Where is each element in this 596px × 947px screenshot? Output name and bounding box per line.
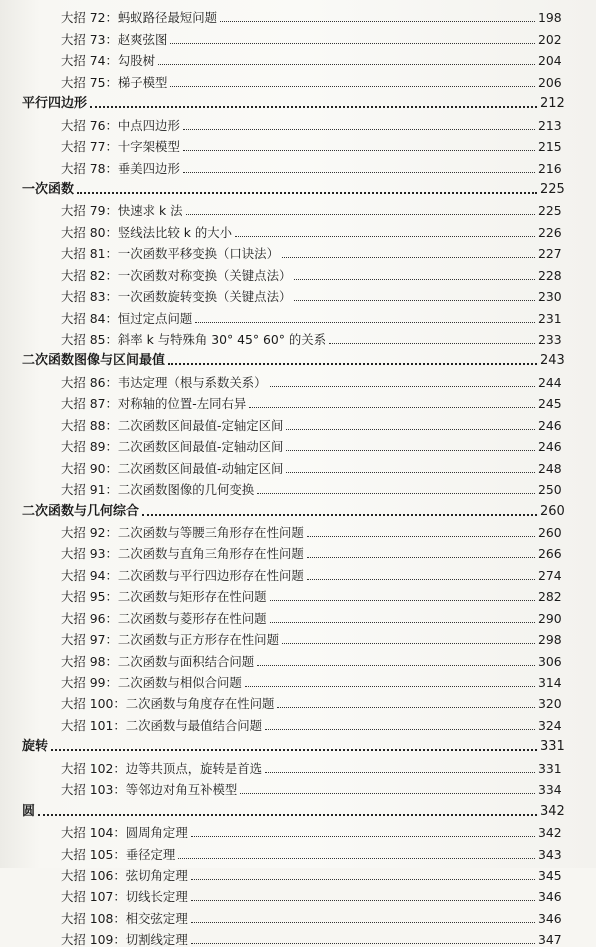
toc-entry-row: [0, 776, 596, 797]
toc-entry-row: [0, 690, 596, 711]
leader-dots: [170, 85, 535, 87]
toc-page-number: 347: [538, 932, 562, 947]
leader-dots: [195, 321, 535, 323]
toc-section-row: [0, 733, 596, 754]
toc-entry-row: [0, 583, 596, 604]
leader-dots: [265, 728, 535, 730]
toc-entry-row: [0, 904, 596, 925]
toc-entry-title: 大招 95：二次函数与矩形存在性问题: [61, 589, 267, 605]
toc-page-number: 274: [538, 567, 562, 583]
leader-dots: [186, 213, 536, 215]
toc-page-number: 244: [538, 374, 562, 390]
toc-entry-row: [0, 862, 596, 883]
toc-entry-row: [0, 133, 596, 154]
toc-entry-row: [0, 47, 596, 68]
leader-dots: [191, 942, 535, 944]
toc-section-row: [0, 347, 596, 368]
toc-entry-title: 大招 92：二次函数与等腰三角形存在性问题: [61, 524, 304, 540]
table-of-contents: [0, 4, 596, 947]
leader-dots: [282, 256, 535, 258]
toc-entry-title: 大招 99：二次函数与相似合问题: [61, 675, 242, 690]
toc-entry-row: [0, 926, 596, 947]
toc-entry-title: 大招 88：二次函数区间最值-定轴定区间: [61, 417, 284, 433]
toc-entry-title: 大招 89：二次函数区间最值-定轴动区间: [61, 439, 284, 455]
leader-dots: [191, 835, 535, 837]
toc-entry-row: [0, 304, 596, 325]
toc-page-number: 215: [538, 139, 562, 155]
leader-dots: [77, 191, 537, 194]
toc-page-number: 331: [540, 739, 565, 755]
toc-entry-title: 大招 102：边等共顶点，旋转是首选: [61, 760, 263, 776]
toc-section-title: 平行四边形: [22, 96, 88, 112]
toc-entry-row: [0, 883, 596, 904]
leader-dots: [329, 342, 535, 344]
toc-page-number: 266: [538, 546, 562, 562]
leader-dots: [294, 299, 535, 301]
toc-entry-row: [0, 68, 596, 89]
toc-entry-row: [0, 261, 596, 282]
toc-entry-title: 大招 77：十字架模型: [61, 139, 180, 155]
toc-section-title: 二次函数图像与区间最值: [22, 353, 166, 369]
toc-page-number: 246: [538, 439, 562, 455]
toc-entry-row: [0, 604, 596, 625]
toc-entry-title: 大招 105：垂径定理: [61, 846, 176, 862]
toc-section-title: 二次函数与几何综合: [22, 503, 140, 519]
leader-dots: [307, 535, 535, 537]
toc-page-number: 212: [540, 96, 565, 112]
toc-entry-row: [0, 433, 596, 454]
toc-page-number: 248: [538, 460, 562, 476]
toc-entry-title: 大招 108：相交弦定理: [61, 910, 188, 926]
toc-entry-title: 大招 103：等邻边对角互补模型: [61, 782, 238, 798]
toc-page-number: 227: [538, 246, 562, 262]
toc-entry-row: [0, 368, 596, 389]
leader-dots: [265, 771, 535, 773]
toc-section-row: [0, 497, 596, 518]
toc-entry-title: 大招 100：二次函数与角度存在性问题: [61, 696, 275, 712]
toc-entry-title: 大招 84：恒过定点问题: [61, 310, 193, 326]
toc-page-number: 206: [538, 74, 562, 90]
toc-entry-row: [0, 390, 596, 411]
toc-entry-row: [0, 197, 596, 218]
toc-page-number: 334: [538, 782, 562, 798]
leader-dots: [257, 664, 535, 666]
toc-page-number: 225: [538, 203, 562, 219]
leader-dots: [183, 128, 535, 130]
leader-dots: [90, 105, 537, 108]
toc-entry-title: 大招 85：斜率 k 与特殊角 30° 45° 60° 的关系: [61, 332, 327, 347]
toc-entry-title: 大招 101：二次函数与最值结合问题: [61, 717, 263, 733]
leader-dots: [38, 813, 537, 816]
leader-dots: [168, 362, 537, 365]
leader-dots: [294, 278, 535, 280]
toc-entry-row: [0, 411, 596, 432]
toc-entry-row: [0, 647, 596, 668]
toc-entry-title: 大招 72：蚂蚁路径最短问题: [61, 10, 218, 26]
toc-page-number: 245: [538, 396, 562, 412]
toc-section-row: [0, 797, 596, 818]
toc-page-number: 231: [538, 310, 562, 326]
leader-dots: [307, 556, 535, 558]
toc-page-number: 198: [538, 10, 562, 26]
leader-dots: [286, 428, 535, 430]
leader-dots: [286, 471, 535, 473]
toc-entry-title: 大招 98：二次函数与面积结合问题: [61, 653, 255, 669]
toc-page-number: 233: [538, 332, 562, 347]
toc-entry-title: 大招 93：二次函数与直角三角形存在性问题: [61, 546, 304, 562]
toc-entry-title: 大招 80：竖线法比较 k 的大小: [61, 224, 233, 240]
toc-section-row: [0, 176, 596, 197]
toc-page-number: 324: [538, 717, 562, 733]
leader-dots: [51, 748, 537, 751]
toc-page-number: 314: [538, 675, 562, 690]
toc-entry-title: 大招 109：切割线定理: [61, 932, 188, 947]
toc-entry-title: 大招 97：二次函数与正方形存在性问题: [61, 632, 279, 648]
toc-entry-title: 大招 78：垂美四边形: [61, 160, 180, 176]
leader-dots: [235, 235, 535, 237]
toc-page-number: 306: [538, 653, 562, 669]
leader-dots: [249, 406, 535, 408]
toc-entry-row: [0, 819, 596, 840]
toc-page-number: 346: [538, 889, 562, 905]
toc-page-number: 331: [538, 760, 562, 776]
toc-entry-row: [0, 218, 596, 239]
toc-entry-title: 大招 90：二次函数区间最值-动轴定区间: [61, 460, 284, 476]
leader-dots: [257, 492, 535, 494]
toc-page-number: 290: [538, 610, 562, 626]
toc-entry-row: [0, 519, 596, 540]
toc-entry-title: 大招 75：梯子模型: [61, 74, 168, 90]
toc-entry-title: 大招 94：二次函数与平行四边形存在性问题: [61, 567, 304, 583]
toc-entry-row: [0, 283, 596, 304]
toc-page-number: 213: [538, 117, 562, 133]
toc-page-number: 320: [538, 696, 562, 712]
toc-page-number: 204: [538, 53, 562, 69]
leader-dots: [282, 642, 535, 644]
toc-page-number: 246: [538, 417, 562, 433]
toc-entry-title: 大招 87：对称轴的位置-左同右异: [61, 396, 247, 412]
toc-entry-row: [0, 111, 596, 132]
toc-page-number: 346: [538, 910, 562, 926]
toc-entry-row: [0, 326, 596, 347]
toc-page-number: 228: [538, 267, 562, 283]
toc-entry-title: 大招 106：弦切角定理: [61, 867, 188, 883]
toc-page-number: 250: [538, 482, 562, 498]
toc-entry-title: 大招 79：快速求 k 法: [61, 203, 183, 219]
toc-entry-row: [0, 454, 596, 475]
toc-entry-row: [0, 626, 596, 647]
toc-page-number: 260: [540, 503, 565, 519]
toc-entry-title: 大招 86：韦达定理（根与系数关系）: [61, 374, 267, 390]
toc-section-title: 一次函数: [22, 181, 75, 197]
toc-page-number: 342: [538, 825, 562, 841]
leader-dots: [270, 385, 535, 387]
toc-entry-title: 大招 82：一次函数对称变换（关键点法）: [61, 267, 292, 283]
toc-page-number: 202: [538, 31, 562, 47]
leader-dots: [220, 20, 535, 22]
toc-page-number: 243: [540, 353, 565, 369]
toc-section-row: [0, 90, 596, 111]
toc-page-number: 230: [538, 289, 562, 305]
leader-dots: [183, 149, 535, 151]
toc-entry-row: [0, 25, 596, 46]
toc-page-number: 226: [538, 224, 562, 240]
toc-page-number: 216: [538, 160, 562, 176]
leader-dots: [142, 513, 537, 516]
leader-dots: [191, 899, 535, 901]
toc-entry-row: [0, 4, 596, 25]
toc-entry-row: [0, 669, 596, 690]
toc-page-number: 343: [538, 846, 562, 862]
toc-section-title: 圆: [22, 803, 36, 819]
leader-dots: [178, 857, 535, 859]
toc-entry-title: 大招 96：二次函数与菱形存在性问题: [61, 610, 267, 626]
toc-page-number: 282: [538, 589, 562, 605]
toc-entry-title: 大招 107：切线长定理: [61, 889, 188, 905]
leader-dots: [270, 621, 535, 623]
toc-entry-row: [0, 754, 596, 775]
toc-entry-title: 大招 76：中点四边形: [61, 117, 180, 133]
toc-entry-title: 大招 81：一次函数平移变换（口诀法）: [61, 246, 279, 262]
leader-dots: [170, 42, 535, 44]
toc-entry-title: 大招 91：二次函数图像的几何变换: [61, 482, 255, 498]
leader-dots: [191, 921, 535, 923]
toc-entry-row: [0, 540, 596, 561]
leader-dots: [286, 449, 535, 451]
leader-dots: [191, 878, 535, 880]
toc-entry-title: 大招 74：勾股树: [61, 53, 156, 69]
toc-entry-title: 大招 104：圆周角定理: [61, 825, 188, 841]
leader-dots: [240, 792, 535, 794]
leader-dots: [158, 63, 535, 65]
toc-entry-row: [0, 154, 596, 175]
toc-page-number: 342: [540, 803, 565, 819]
toc-entry-row: [0, 840, 596, 861]
toc-page-number: 260: [538, 524, 562, 540]
toc-page-number: 345: [538, 867, 562, 883]
toc-entry-title: 大招 73：赵爽弦图: [61, 31, 168, 47]
leader-dots: [245, 685, 535, 687]
toc-entry-row: [0, 476, 596, 497]
leader-dots: [277, 706, 535, 708]
toc-section-title: 旋转: [22, 739, 49, 755]
toc-entry-row: [0, 240, 596, 261]
leader-dots: [270, 599, 535, 601]
leader-dots: [307, 578, 535, 580]
toc-page-number: 298: [538, 632, 562, 648]
toc-entry-title: 大招 83：一次函数旋转变换（关键点法）: [61, 289, 292, 305]
toc-entry-row: [0, 711, 596, 732]
toc-page-number: 225: [540, 181, 565, 197]
leader-dots: [183, 171, 535, 173]
toc-entry-row: [0, 561, 596, 582]
